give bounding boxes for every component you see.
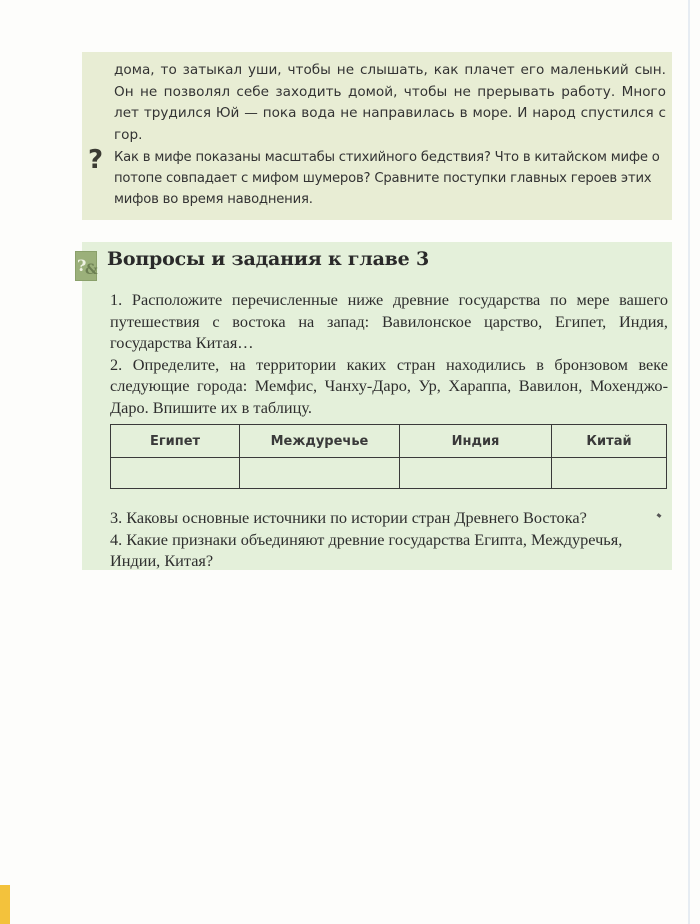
- cell-china: [552, 458, 667, 489]
- header-egypt: Египет: [111, 425, 240, 458]
- task-2: 2. Определите, на территории каких стран находились в бронзовом веке следующие города: Мемфис, Чанху-Даро, Ур, Хараппа, Вавилон, Мохенджо-Даро. Впишите их в таблицу.: [110, 354, 668, 417]
- cities-table: [110, 424, 667, 489]
- myth-excerpt-box: [82, 52, 672, 220]
- page-edge-tab: [0, 885, 10, 924]
- page-edge: [688, 0, 690, 924]
- cell-egypt: [111, 458, 240, 489]
- task-1: 1. Расположите перечисленные ниже древние государства по мере вашего путешествия с востока на запад: Вавилонское царство, Египет, Индия, государства Китая…: [110, 290, 668, 352]
- header-mesopotamia: Междуречье: [240, 425, 400, 458]
- task-list: [110, 289, 668, 418]
- question-mark-icon: ?: [88, 145, 104, 175]
- header-china: Китай: [552, 425, 667, 458]
- icon-question-glyph: ?: [77, 256, 87, 275]
- header-india: Индия: [400, 425, 552, 458]
- task-3: 3. Каковы основные источники по истории стран Древнего Востока?: [110, 508, 587, 527]
- cell-india: [400, 458, 552, 489]
- table-header-row: [111, 425, 667, 458]
- task-list-continued: [110, 507, 668, 572]
- icon-ampersand-glyph: &: [85, 262, 98, 278]
- table-row: [111, 458, 667, 489]
- section-title: Вопросы и задания к главе 3: [107, 248, 430, 270]
- cell-mesopotamia: [240, 458, 400, 489]
- question-text: Как в мифе показаны масштабы стихийного бедствия? Что в китайском мифе о потопе совпадает с мифом шумеров? Сравните поступки главных героев этих мифов во время наводнения.: [114, 150, 660, 207]
- story-text: дома, то затыкал уши, чтобы не слышать, как плачет его маленький сын. Он не позволял себе заходить домой, чтобы не прерывать работу. Много лет трудился Юй — пока вода не направилась в море. И народ спустился с гор.: [114, 62, 666, 143]
- task-4: 4. Какие признаки объединяют древние государства Египта, Междуречья, Индии, Китая?: [110, 529, 623, 570]
- questions-tasks-icon: [75, 251, 97, 281]
